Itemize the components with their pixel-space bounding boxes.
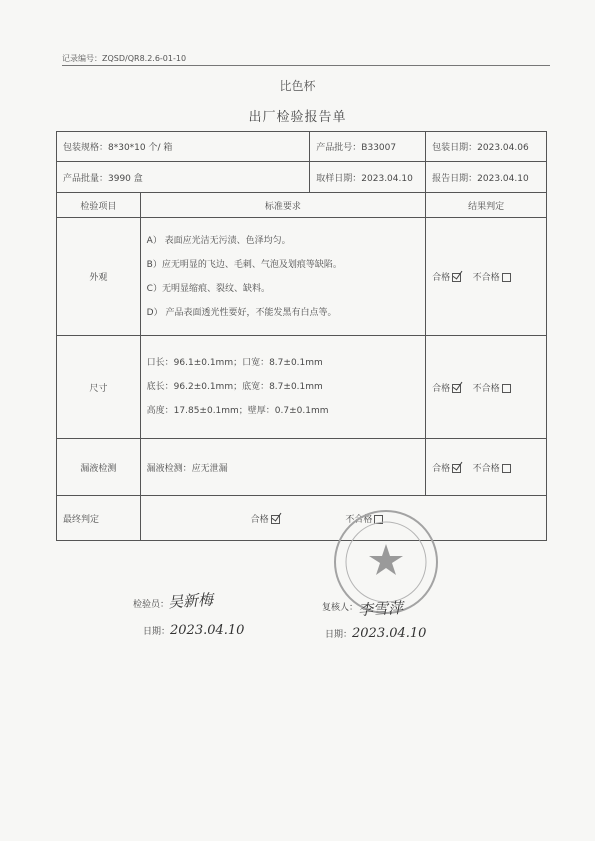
- fail-label: 不合格: [345, 514, 373, 525]
- report-date: 报告日期：2023.04.10: [426, 162, 547, 193]
- inspector-date-label: 日期：: [143, 627, 171, 637]
- fail-label: 不合格: [472, 273, 500, 283]
- row-standard: [140, 336, 426, 439]
- final-row: [57, 496, 547, 541]
- reviewer-date-label: 日期：: [325, 630, 353, 640]
- checked-box-icon: [452, 384, 461, 393]
- standard-line: 底长：96.2±0.1mm；底宽：8.7±0.1mm: [146, 382, 323, 392]
- reviewer-label: 复核人：: [322, 603, 359, 613]
- standard-line: B）应无明显的飞边、毛刺、气泡及划痕等缺陷。: [146, 259, 342, 270]
- info-row-1: [57, 132, 547, 162]
- checked-box-icon: [452, 464, 461, 473]
- empty-box-icon: [502, 464, 511, 473]
- fail-label: 不合格: [472, 383, 500, 394]
- standard-line: 口长：96.1±0.1mm；口宽：8.7±0.1mm: [146, 358, 323, 368]
- inspector-signature: 吴新梅: [167, 590, 214, 612]
- row-result: [426, 218, 547, 336]
- row-result: [426, 336, 547, 439]
- fail-label: 不合格: [472, 463, 500, 474]
- pass-label: 合格: [432, 383, 451, 394]
- row-standard: 漏液检测：应无泄漏: [140, 439, 426, 496]
- standard-line: 高度：17.85±0.1mm；壁厚：0.7±0.1mm: [146, 406, 329, 416]
- sample-date: 取样日期：2023.04.10: [310, 162, 426, 193]
- pack-spec: 包装规格：8*30*10 个/ 箱: [57, 132, 310, 162]
- empty-box-icon: [502, 384, 511, 393]
- inspector-label: 检验员：: [133, 600, 170, 610]
- product-title: 比色杯: [279, 79, 316, 93]
- reviewer-date: 2023.04.10: [352, 626, 427, 641]
- report-title: 出厂检验报告单: [248, 110, 347, 125]
- row-item: 漏液检测: [57, 439, 141, 496]
- pass-label: 合格: [432, 273, 451, 283]
- pass-label: 合格: [250, 514, 269, 525]
- checked-box-icon: [271, 515, 280, 524]
- row-result: [426, 439, 547, 496]
- lot-number: 产品批号：B33007: [310, 132, 426, 162]
- row-item: 外观: [57, 218, 141, 336]
- reviewer-signature: 李雪萍: [357, 598, 404, 620]
- row-item: 尺寸: [57, 336, 141, 439]
- standard-line: C）无明显缩痕、裂纹、缺料。: [146, 283, 270, 294]
- pack-date: 包装日期：2023.04.06: [426, 132, 547, 162]
- info-row-2: [57, 162, 547, 193]
- header-item: 检验项目: [57, 193, 141, 218]
- header-divider: [62, 65, 550, 66]
- table-header-row: [57, 193, 547, 218]
- standard-line: A） 表面应光洁无污渍、色泽均匀。: [146, 235, 291, 246]
- empty-box-icon: [502, 273, 511, 282]
- inspector-date: 2023.04.10: [170, 623, 245, 638]
- row-standard: [140, 218, 426, 336]
- standard-line: D） 产品表面透光性要好，不能发黑有白点等。: [146, 307, 337, 318]
- batch-quantity: 产品批量：3990 盒: [57, 162, 310, 193]
- table-row: [57, 439, 547, 496]
- header-standard: 标准要求: [140, 193, 426, 218]
- final-label: 最终判定: [57, 496, 141, 541]
- table-row: [57, 218, 547, 336]
- checked-box-icon: [452, 273, 461, 282]
- pass-label: 合格: [432, 463, 451, 474]
- table-row: [57, 336, 547, 439]
- record-number: 记录编号：ZQSD/QR8.2.6-01-10: [62, 54, 187, 63]
- inspection-table: [56, 131, 547, 541]
- header-result: 结果判定: [426, 193, 547, 218]
